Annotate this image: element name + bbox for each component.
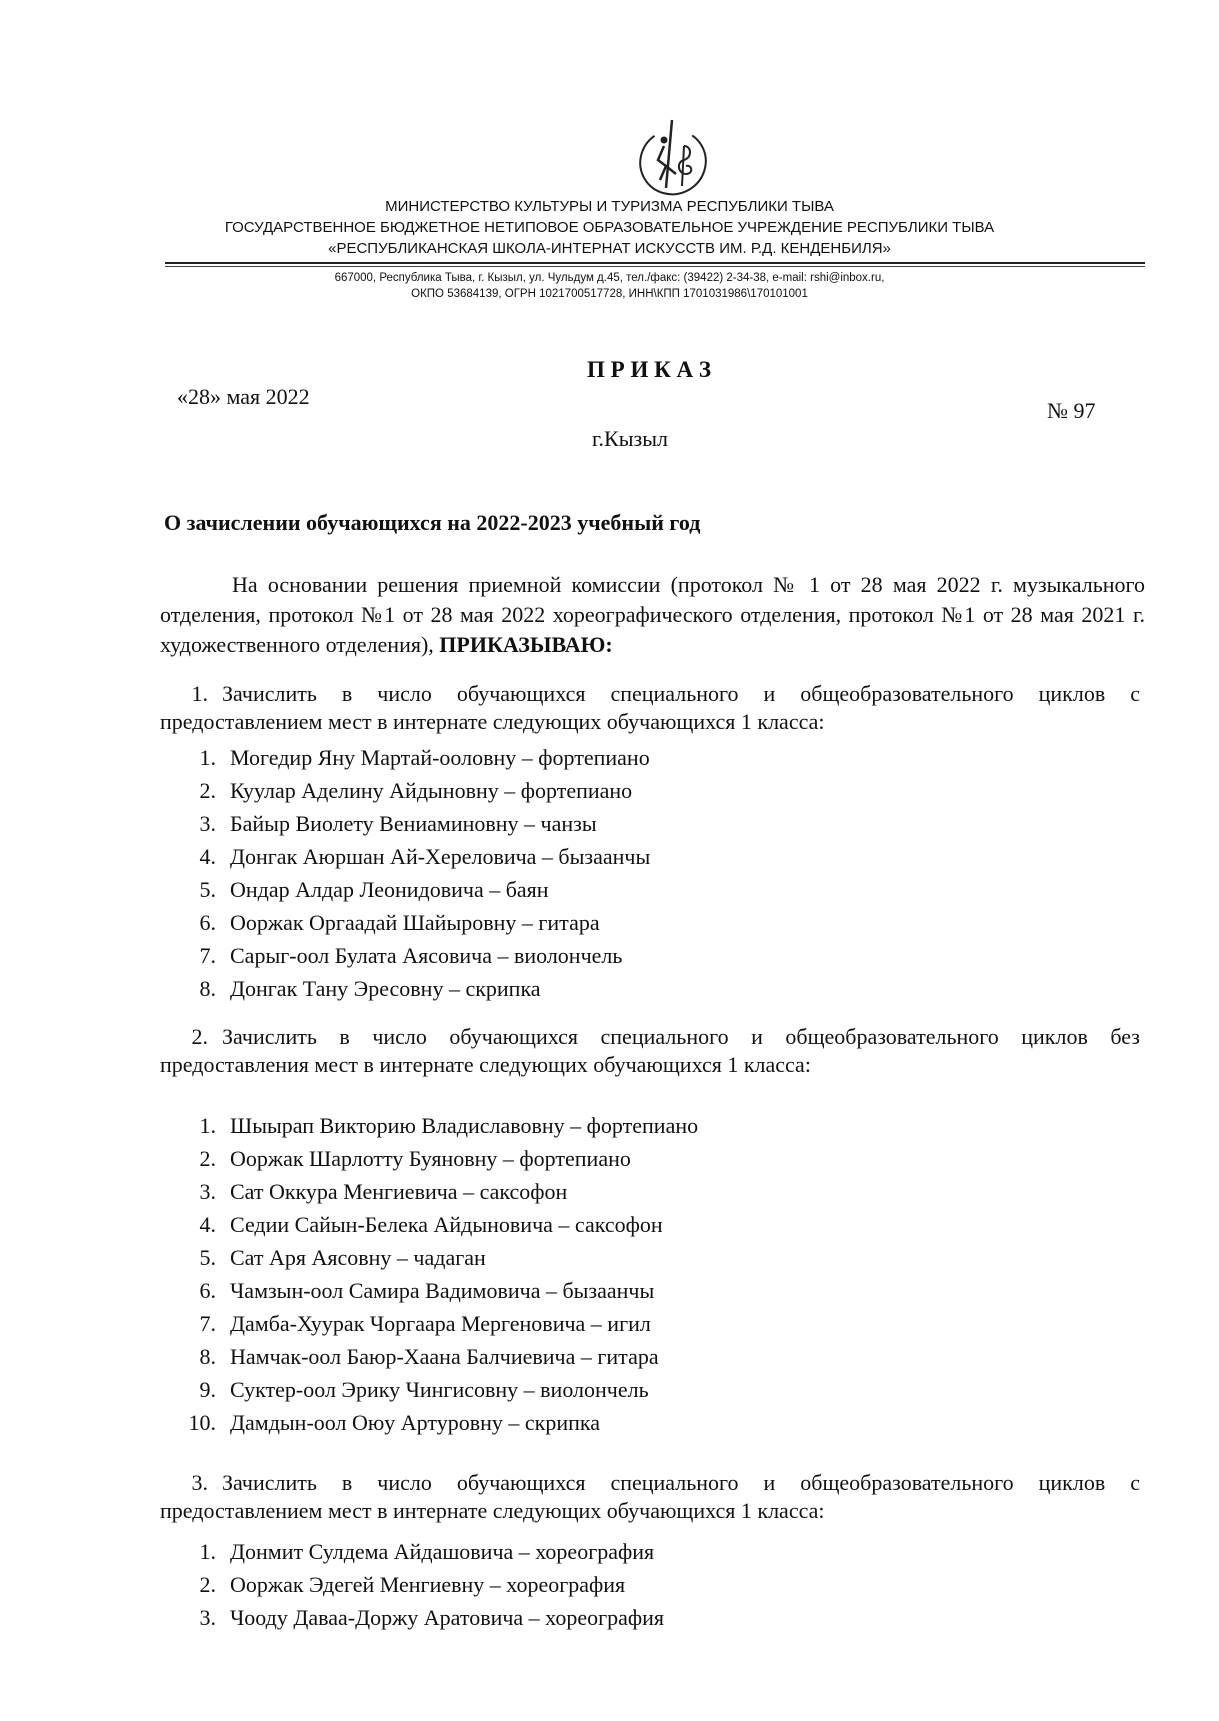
header-address: 667000, Республика Тыва, г. Кызыл, ул. Чульдум д.45, тел./факс: (39422) 2-34-38, e-mail: rshi@inbox.ru,	[334, 272, 885, 284]
item-number: 3.	[199, 811, 216, 836]
item-number: 9.	[199, 1377, 216, 1402]
institution-title: ГОСУДАРСТВЕННОЕ БЮДЖЕТНОЕ НЕТИПОВОЕ ОБРАЗОВАТЕЛЬНОЕ УЧРЕЖДЕНИЕ РЕСПУБЛИКИ ТЫВА	[224, 219, 995, 236]
section-text: Зачислить в число обучающихся специального и общеобразовательного циклов без предоставления мест в интернате следующих обучающихся 1 класса:	[160, 1024, 1140, 1077]
section-1-heading	[160, 680, 1140, 736]
item-number: 1.	[199, 1539, 216, 1564]
item-text: Седии Сайын-Белека Айдыновича – саксофон	[230, 1212, 663, 1237]
item-text: Намчак-оол Баюр-Хаана Балчиевича – гитара	[230, 1344, 659, 1369]
order-city: г.Кызыл	[592, 426, 668, 451]
item-number: 4.	[199, 844, 216, 869]
section-text: Зачислить в число обучающихся специального и общеобразовательного циклов с предоставлением мест в интернате следующих обучающихся 1 класса:	[160, 1470, 1140, 1523]
item-number: 7.	[199, 1311, 216, 1336]
item-number: 3.	[199, 1179, 216, 1204]
order-number: № 97	[1047, 398, 1096, 423]
item-text: Донгак Аюршан Ай-Хереловича – бызаанчы	[230, 844, 651, 869]
item-text: Ондар Алдар Леонидовича – баян	[230, 877, 549, 902]
item-text: Сат Аря Аясовну – чадаган	[230, 1245, 486, 1270]
ministry-title: МИНИСТЕРСТВО КУЛЬТУРЫ И ТУРИЗМА РЕСПУБЛИКИ ТЫВА	[385, 198, 834, 215]
item-text: Ооржак Шарлотту Буяновну – фортепиано	[230, 1146, 631, 1171]
section-3-heading	[160, 1469, 1140, 1525]
section-number: 1.	[191, 681, 208, 706]
item-text: Шыырап Викторию Владиславовну – фортепиано	[230, 1113, 699, 1138]
item-text: Донмит Сулдема Айдашовича – хореография	[230, 1539, 655, 1564]
item-number: 5.	[199, 1245, 216, 1270]
item-text: Дамба-Хуурак Чоргаара Мергеновича – игил	[230, 1311, 651, 1336]
header-divider	[165, 262, 1145, 264]
order-title: П Р И К А З	[587, 357, 712, 382]
preamble-order-word: ПРИКАЗЫВАЮ:	[439, 632, 613, 657]
item-text: Сат Оккура Менгиевича – саксофон	[230, 1179, 568, 1204]
section-text: Зачислить в число обучающихся специального и общеобразовательного циклов с предоставлением мест в интернате следующих обучающихся 1 класса:	[160, 681, 1140, 734]
item-number: 10.	[188, 1410, 216, 1435]
header-divider-thin	[165, 266, 1145, 267]
item-text: Донгак Тану Эресовну – скрипка	[230, 976, 541, 1001]
header-codes: ОКПО 53684139, ОГРН 1021700517728, ИНН\КПП 1701031986\170101001	[411, 288, 808, 300]
item-text: Чамзын-оол Самира Вадимовича – бызаанчы	[230, 1278, 655, 1303]
order-preamble	[160, 570, 1145, 660]
section-number: 2.	[191, 1024, 208, 1049]
item-number: 6.	[199, 910, 216, 935]
item-number: 2.	[199, 1572, 216, 1597]
item-text: Дамдын-оол Оюу Артуровну – скрипка	[230, 1410, 600, 1435]
order-subject: О зачислении обучающихся на 2022-2023 учебный год	[164, 510, 701, 535]
section-number: 3.	[191, 1470, 208, 1495]
item-text: Сарыг-оол Булата Аясовича – виолончель	[230, 943, 623, 968]
item-text: Суктер-оол Эрику Чингисовну – виолончель	[230, 1377, 649, 1402]
item-text: Чооду Даваа-Доржу Аратовича – хореография	[230, 1605, 665, 1630]
item-number: 7.	[199, 943, 216, 968]
item-text: Могедир Яну Мартай-ооловну – фортепиано	[230, 745, 650, 770]
item-number: 1.	[199, 1113, 216, 1138]
preamble-text: На основании решения приемной комиссии (протокол № 1 от 28 мая 2022 г. музыкального отделения, протокол №1 от 28 мая 2022 хореографического отделения, протокол №1 от 28 мая 2021 г. художественного отделения),	[160, 572, 1145, 657]
section-2-heading	[160, 1023, 1140, 1079]
school-logo-icon	[632, 116, 714, 202]
school-title: «РЕСПУБЛИКАНСКАЯ ШКОЛА-ИНТЕРНАТ ИСКУССТВ ИМ. Р.Д. КЕНДЕНБИЛЯ»	[328, 240, 891, 257]
item-number: 4.	[199, 1212, 216, 1237]
item-number: 8.	[199, 1344, 216, 1369]
item-number: 1.	[199, 745, 216, 770]
item-number: 5.	[199, 877, 216, 902]
order-date: «28» мая 2022	[177, 384, 310, 409]
item-number: 3.	[199, 1605, 216, 1630]
item-text: Байыр Виолету Вениаминовну – чанзы	[230, 811, 597, 836]
item-text: Куулар Аделину Айдыновну – фортепиано	[230, 778, 633, 803]
item-number: 8.	[199, 976, 216, 1001]
item-number: 2.	[199, 778, 216, 803]
item-number: 6.	[199, 1278, 216, 1303]
item-number: 2.	[199, 1146, 216, 1171]
item-text: Ооржак Оргаадай Шайыровну – гитара	[230, 910, 600, 935]
item-text: Ооржак Эдегей Менгиевну – хореография	[230, 1572, 626, 1597]
